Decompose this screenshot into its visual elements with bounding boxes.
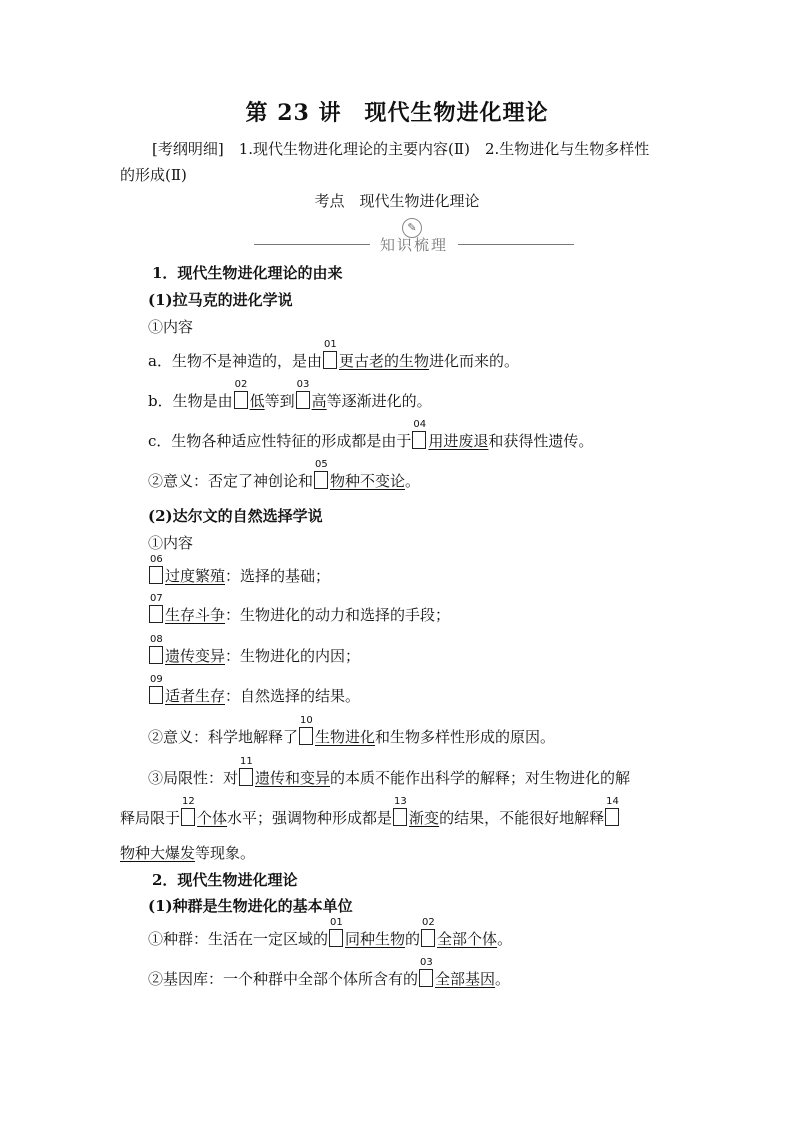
darwin-item-3-post: ：生物进化的内因；	[225, 647, 361, 665]
outline-text-1: 1.现代生物进化理论的主要内容(Ⅱ) 2.生物进化与生物多样性	[238, 140, 650, 158]
darwin-item-3	[148, 634, 361, 667]
section-title: 考点 现代生物进化理论	[314, 192, 480, 210]
box-number: 02	[234, 379, 248, 390]
box-number: 07	[150, 593, 163, 604]
limitation-mid-3: 的结果，不能很好地解释	[439, 809, 605, 827]
box-number: 13	[394, 796, 407, 807]
gene-pool-def	[148, 957, 511, 990]
answer-box	[149, 634, 163, 664]
answer-text: 个体	[197, 809, 228, 827]
outline-label: [考纲明细]	[152, 140, 224, 158]
answer-box	[149, 554, 163, 584]
answer-text: 低	[249, 392, 265, 410]
answer-text: 物种不变论	[330, 472, 406, 490]
content-label-1: ①内容	[148, 318, 194, 336]
item-a-pre: a．生物不是神造的，是由	[148, 352, 322, 370]
answer-box	[239, 756, 253, 786]
limitation-line-2-pre: 释局限于	[120, 809, 181, 827]
limitation-line-1	[148, 756, 631, 789]
divider-line-left	[254, 244, 370, 245]
item-b-post: 等逐渐进化的。	[326, 392, 432, 410]
box-number: 12	[182, 796, 195, 807]
answer-text: 生物进化	[315, 728, 376, 746]
page-title: 第 23 讲 现代生物进化理论	[245, 100, 549, 126]
item-a	[148, 339, 519, 372]
heading-2-1: (1)种群是生物进化的基本单位	[148, 897, 353, 915]
answer-box	[421, 917, 435, 947]
box-number: 14	[606, 796, 619, 807]
answer-box	[393, 796, 407, 826]
heading-1-2: (2)达尔文的自然选择学说	[148, 507, 323, 525]
heading-1: 1．现代生物进化理论的由来	[152, 264, 343, 282]
item-b-mid: 等到	[264, 392, 295, 410]
heading-2: 2．现代生物进化理论	[152, 871, 298, 889]
outline-line-2: 的形成(Ⅱ)	[120, 166, 187, 184]
darwin-item-4	[148, 674, 361, 707]
box-number: 09	[150, 674, 163, 685]
box-number: 03	[296, 379, 310, 390]
gene-pool-pre: ②基因库：一个种群中全部个体所含有的	[148, 970, 419, 988]
box-number: 02	[422, 917, 435, 928]
answer-text: 生存斗争	[165, 606, 226, 624]
leaf-icon: ✎	[402, 218, 422, 238]
answer-text: 过度繁殖	[165, 567, 226, 585]
box-number: 11	[240, 756, 253, 767]
meaning-1	[148, 459, 421, 492]
answer-text: 渐变	[409, 809, 440, 827]
limitation-line-2	[120, 796, 621, 829]
answer-text: 全部基因	[435, 970, 496, 988]
darwin-item-1	[148, 554, 331, 587]
answer-text: 用进废退	[428, 432, 489, 450]
meaning-1-post: 。	[405, 472, 421, 490]
meaning-1-pre: ②意义：否定了神创论和	[148, 472, 314, 490]
limitation-pre: ③局限性：对	[148, 769, 239, 787]
box-number: 03	[420, 957, 433, 968]
limitation-mid-1: 的本质不能作出科学的解释；对生物进化的解	[330, 769, 631, 787]
item-c-pre: c．生物各种适应性特征的形成都是由于	[148, 432, 412, 450]
box-number: 04	[413, 419, 427, 430]
answer-text: 遗传和变异	[255, 769, 331, 787]
meaning-2-pre: ②意义：科学地解释了	[148, 728, 299, 746]
content-label-2: ①内容	[148, 534, 194, 552]
answer-box	[296, 379, 310, 409]
divider-label: 知识梳理	[379, 236, 448, 254]
answer-text: 遗传变异	[165, 647, 226, 665]
answer-box	[419, 957, 433, 987]
answer-text: 物种大爆发	[120, 844, 196, 862]
item-b-pre: b．生物是由	[148, 392, 233, 410]
population-def	[148, 917, 513, 950]
limitation-mid-2: 水平；强调物种形成都是	[227, 809, 393, 827]
answer-box	[314, 459, 328, 489]
item-c	[148, 419, 594, 452]
box-number: 01	[330, 917, 343, 928]
meaning-2-post: 和生物多样性形成的原因。	[375, 728, 556, 746]
outline-line-1	[152, 138, 649, 160]
divider-line-right	[458, 244, 574, 245]
answer-box	[605, 796, 619, 826]
answer-box	[299, 715, 313, 745]
answer-box	[412, 419, 427, 449]
answer-text: 全部个体	[437, 930, 498, 948]
box-number: 08	[150, 634, 163, 645]
answer-box	[149, 674, 163, 704]
population-pre: ①种群：生活在一定区域的	[148, 930, 329, 948]
knowledge-divider	[254, 216, 574, 252]
limitation-post: 等现象。	[195, 844, 256, 862]
limitation-line-3	[120, 842, 255, 864]
answer-box	[329, 917, 343, 947]
darwin-item-2	[148, 593, 451, 626]
darwin-item-4-post: ：自然选择的结果。	[225, 687, 361, 705]
darwin-item-2-post: ：生物进化的动力和选择的手段；	[225, 606, 451, 624]
answer-text: 更古老的生物	[338, 352, 429, 370]
answer-text: 高	[311, 392, 327, 410]
box-number: 06	[150, 554, 163, 565]
answer-text: 同种生物	[345, 930, 406, 948]
gene-pool-post: 。	[495, 970, 511, 988]
item-a-post: 进化而来的。	[428, 352, 519, 370]
item-b	[148, 379, 432, 412]
answer-text: 适者生存	[165, 687, 226, 705]
box-number: 01	[323, 339, 337, 350]
item-c-post: 和获得性遗传。	[488, 432, 594, 450]
meaning-2	[148, 715, 556, 748]
answer-box	[149, 593, 163, 623]
population-post: 。	[497, 930, 513, 948]
box-number: 05	[315, 459, 328, 470]
answer-box	[181, 796, 195, 826]
answer-box	[323, 339, 337, 369]
box-number: 10	[300, 715, 313, 726]
darwin-item-1-post: ：选择的基础；	[225, 567, 331, 585]
population-mid: 的	[405, 930, 421, 948]
answer-box	[234, 379, 248, 409]
heading-1-1: (1)拉马克的进化学说	[148, 291, 293, 309]
